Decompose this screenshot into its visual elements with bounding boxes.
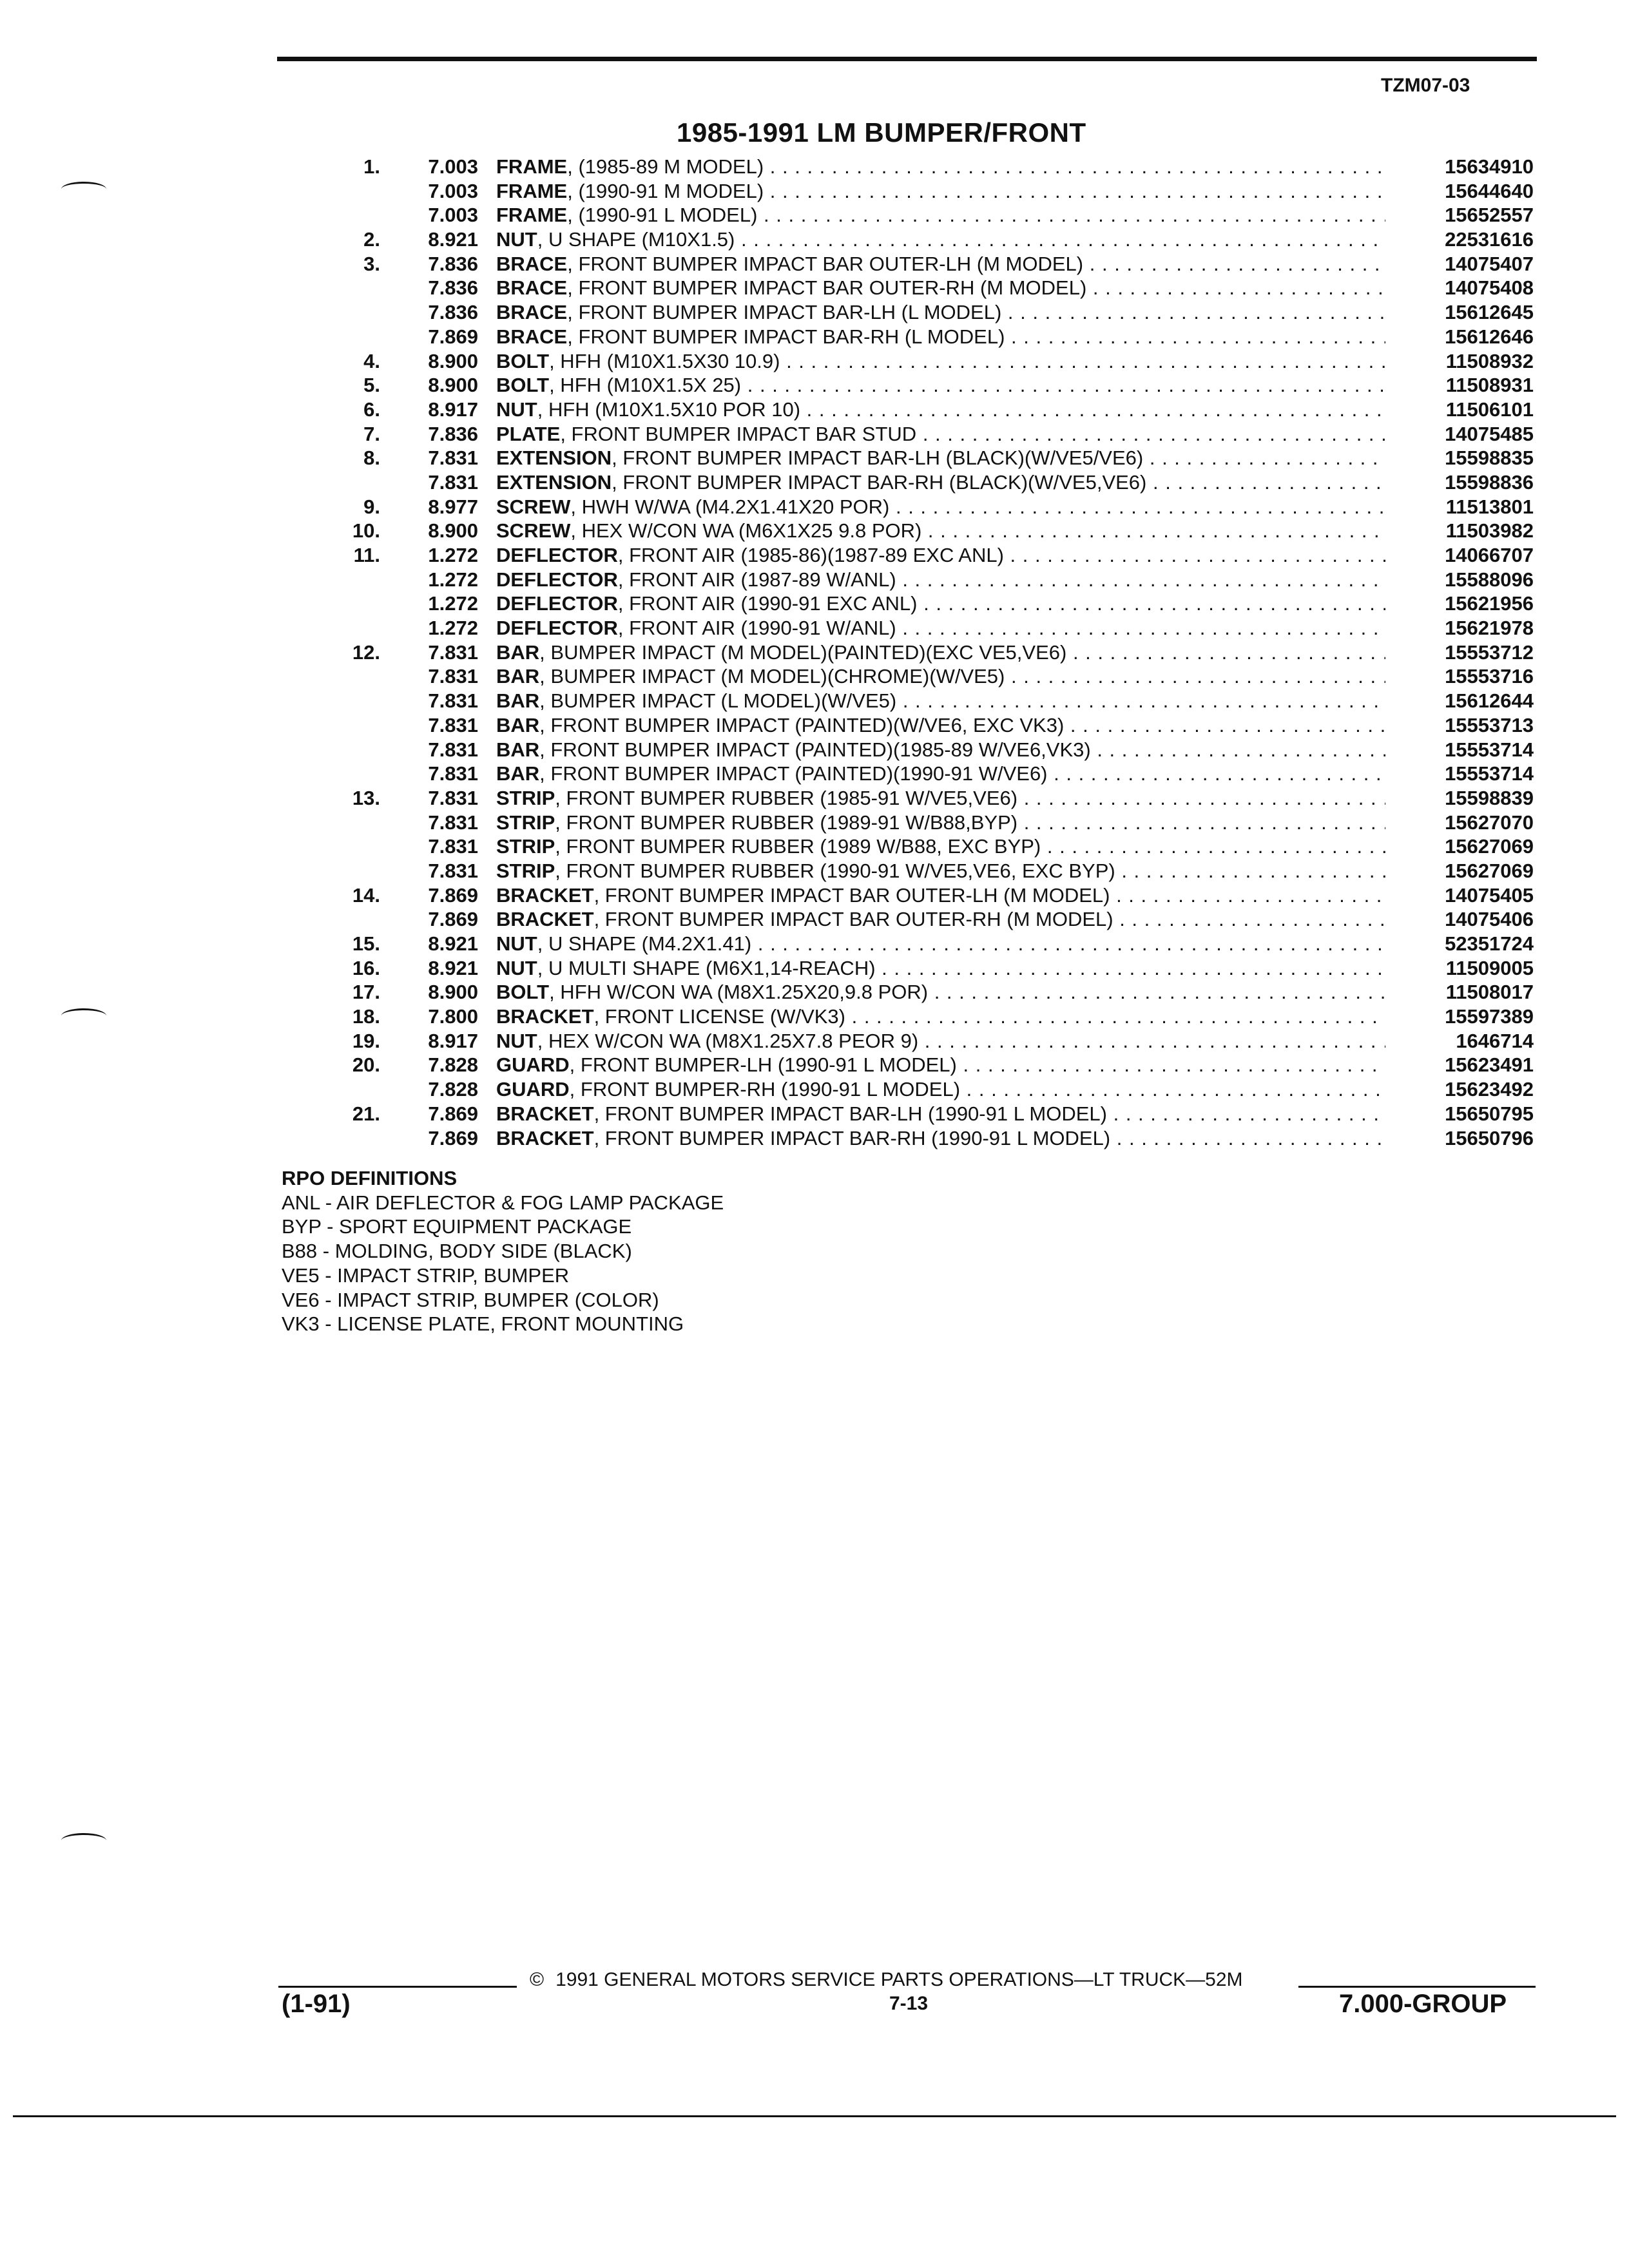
rpo-heading: RPO DEFINITIONS bbox=[282, 1167, 458, 1189]
part-name: BRACE bbox=[496, 301, 568, 324]
group-number: 7.869 bbox=[428, 1126, 478, 1149]
part-row bbox=[335, 762, 1534, 786]
group-number: 7.836 bbox=[428, 252, 478, 275]
part-name: SCREW bbox=[496, 519, 571, 543]
part-name: GUARD bbox=[496, 1053, 570, 1077]
part-name: SCREW bbox=[496, 495, 571, 518]
ref-number: 1. bbox=[363, 155, 380, 178]
part-description bbox=[496, 907, 1385, 932]
part-description bbox=[496, 859, 1385, 883]
part-description bbox=[496, 883, 1385, 908]
ref-number: 20. bbox=[352, 1053, 380, 1077]
part-description bbox=[496, 325, 1385, 349]
part-spec: , U SHAPE (M4.2X1.41) bbox=[537, 932, 752, 955]
part-name: STRIP bbox=[496, 835, 555, 858]
part-name: BAR bbox=[496, 713, 540, 736]
group-number: 1.272 bbox=[428, 592, 478, 615]
part-number: 15553714 bbox=[1445, 738, 1534, 761]
ref-number: 8. bbox=[363, 447, 380, 470]
group-number: 8.917 bbox=[428, 1029, 478, 1052]
part-row bbox=[335, 859, 1534, 883]
part-row bbox=[335, 1029, 1534, 1053]
part-name: FRAME bbox=[496, 179, 568, 202]
part-description bbox=[496, 446, 1385, 470]
part-name: BAR bbox=[496, 665, 540, 688]
part-row bbox=[335, 155, 1534, 179]
ref-number: 3. bbox=[363, 252, 380, 275]
part-number: 14075407 bbox=[1445, 252, 1534, 275]
part-description bbox=[496, 640, 1385, 665]
part-name: STRIP bbox=[496, 786, 555, 809]
part-description bbox=[496, 203, 1385, 227]
part-number: 1646714 bbox=[1456, 1029, 1534, 1052]
group-number: 7.831 bbox=[428, 859, 478, 882]
part-spec: , HFH (M10X1.5X30 10.9) bbox=[549, 349, 780, 372]
part-name: DEFLECTOR bbox=[496, 592, 618, 615]
part-description bbox=[496, 300, 1385, 325]
part-row bbox=[335, 179, 1534, 204]
hole-punch-mark bbox=[61, 182, 106, 197]
hole-punch-mark bbox=[61, 1833, 106, 1848]
part-number: 15553716 bbox=[1445, 665, 1534, 688]
group-number: 7.831 bbox=[428, 738, 478, 761]
part-row bbox=[335, 422, 1534, 447]
part-number: 15612644 bbox=[1445, 689, 1534, 713]
part-spec: , FRONT BUMPER RUBBER (1985-91 W/VE5,VE6) bbox=[555, 786, 1018, 809]
part-description bbox=[496, 1004, 1385, 1029]
part-name: BAR bbox=[496, 640, 540, 664]
part-row bbox=[335, 203, 1534, 227]
ref-number: 17. bbox=[352, 981, 380, 1004]
group-number: 7.831 bbox=[428, 689, 478, 713]
copyright-symbol: © bbox=[530, 1969, 545, 1990]
part-name: STRIP bbox=[496, 859, 555, 882]
part-spec: , FRONT BUMPER IMPACT BAR OUTER-LH (M MODEL) bbox=[593, 883, 1110, 907]
rpo-item: VK3 - LICENSE PLATE, FRONT MOUNTING bbox=[282, 1312, 684, 1336]
part-number: 15634910 bbox=[1445, 155, 1534, 178]
part-number: 15588096 bbox=[1445, 568, 1534, 591]
part-description bbox=[496, 956, 1385, 981]
part-spec: , FRONT BUMPER IMPACT BAR STUD bbox=[560, 422, 917, 445]
group-number: 8.900 bbox=[428, 981, 478, 1004]
group-number: 7.831 bbox=[428, 470, 478, 494]
part-row bbox=[335, 446, 1534, 470]
bottom-rule bbox=[13, 2115, 1616, 2117]
part-name: BAR bbox=[496, 689, 540, 713]
group-number: 1.272 bbox=[428, 617, 478, 640]
group-number: 8.917 bbox=[428, 398, 478, 421]
part-description bbox=[496, 738, 1385, 762]
group-number: 7.836 bbox=[428, 301, 478, 324]
part-number: 22531616 bbox=[1445, 228, 1534, 251]
footer-date: (1-91) bbox=[282, 1990, 351, 2018]
part-row bbox=[335, 956, 1534, 981]
part-description bbox=[496, 276, 1385, 300]
part-description bbox=[496, 1102, 1385, 1126]
ref-number: 16. bbox=[352, 956, 380, 979]
ref-number: 11. bbox=[353, 544, 380, 566]
part-spec: , U MULTI SHAPE (M6X1,14-REACH) bbox=[537, 956, 876, 979]
part-row bbox=[335, 689, 1534, 713]
part-description bbox=[496, 349, 1385, 374]
part-spec: , FRONT BUMPER IMPACT (PAINTED)(W/VE6, EXC VK3) bbox=[539, 713, 1065, 736]
part-row bbox=[335, 738, 1534, 762]
group-number: 7.800 bbox=[428, 1005, 478, 1028]
part-row bbox=[335, 907, 1534, 932]
group-number: 7.831 bbox=[428, 640, 478, 664]
part-row bbox=[335, 349, 1534, 374]
ref-number: 10. bbox=[352, 519, 380, 543]
rpo-item: ANL - AIR DEFLECTOR & FOG LAMP PACKAGE bbox=[282, 1191, 724, 1214]
part-number: 52351724 bbox=[1445, 932, 1534, 955]
part-spec: , FRONT BUMPER IMPACT BAR-RH (L MODEL) bbox=[567, 325, 1005, 348]
part-name: BRACE bbox=[496, 252, 568, 275]
part-description bbox=[496, 1053, 1385, 1077]
part-number: 15627069 bbox=[1445, 835, 1534, 858]
part-description bbox=[496, 1029, 1385, 1053]
footer-rule-right bbox=[1298, 1986, 1536, 1988]
part-row bbox=[335, 1126, 1534, 1151]
page-number: 7-13 bbox=[889, 1993, 929, 2014]
group-number: 7.831 bbox=[428, 835, 478, 858]
part-number: 11506101 bbox=[1445, 398, 1534, 421]
group-number: 7.869 bbox=[428, 325, 478, 348]
part-description bbox=[496, 422, 1385, 447]
part-description bbox=[496, 713, 1385, 738]
part-name: BAR bbox=[496, 738, 540, 761]
group-number: 7.003 bbox=[428, 155, 478, 178]
group-number: 7.831 bbox=[428, 713, 478, 736]
part-number: 11513801 bbox=[1445, 495, 1534, 518]
part-name: BRACKET bbox=[496, 883, 594, 907]
group-number: 8.900 bbox=[428, 374, 478, 397]
part-number: 15650796 bbox=[1445, 1126, 1534, 1149]
part-row bbox=[335, 276, 1534, 300]
part-description bbox=[496, 689, 1385, 713]
part-name: NUT bbox=[496, 932, 537, 955]
part-number: 11509005 bbox=[1445, 956, 1534, 979]
part-name: BOLT bbox=[496, 349, 550, 372]
part-row bbox=[335, 495, 1534, 519]
part-row bbox=[335, 227, 1534, 252]
part-row bbox=[335, 786, 1534, 811]
part-description bbox=[496, 980, 1385, 1004]
part-number: 11508931 bbox=[1445, 374, 1534, 397]
part-spec: , (1990-91 M MODEL) bbox=[567, 179, 764, 202]
part-spec: , (1990-91 L MODEL) bbox=[567, 204, 758, 227]
group-number: 1.272 bbox=[428, 568, 478, 591]
part-name: NUT bbox=[496, 398, 537, 421]
part-number: 11503982 bbox=[1445, 519, 1534, 543]
footer-group: 7.000-GROUP bbox=[1339, 1990, 1507, 2018]
part-spec: , FRONT BUMPER RUBBER (1989 W/B88, EXC BYP) bbox=[555, 835, 1041, 858]
part-name: EXTENSION bbox=[496, 447, 612, 470]
part-description bbox=[496, 1126, 1385, 1151]
part-description bbox=[496, 664, 1385, 689]
group-number: 7.828 bbox=[428, 1053, 478, 1077]
group-number: 8.921 bbox=[428, 228, 478, 251]
part-number: 15627069 bbox=[1445, 859, 1534, 882]
part-number: 15597389 bbox=[1445, 1005, 1534, 1028]
part-name: FRAME bbox=[496, 204, 568, 227]
ref-number: 2. bbox=[363, 228, 380, 251]
hole-punch-mark bbox=[61, 1008, 106, 1023]
part-row bbox=[335, 1077, 1534, 1102]
part-spec: , FRONT AIR (1990-91 W/ANL) bbox=[617, 617, 896, 640]
part-row bbox=[335, 834, 1534, 859]
part-spec: , FRONT BUMPER IMPACT BAR OUTER-RH (M MODEL) bbox=[593, 908, 1113, 931]
part-spec: , FRONT BUMPER IMPACT BAR-LH (1990-91 L MODEL) bbox=[593, 1102, 1107, 1125]
ref-number: 7. bbox=[363, 422, 380, 445]
part-spec: , HWH W/WA (M4.2X1.41X20 POR) bbox=[570, 495, 890, 518]
part-description bbox=[496, 543, 1385, 568]
part-number: 15612645 bbox=[1445, 301, 1534, 324]
ref-number: 6. bbox=[363, 398, 380, 421]
part-row bbox=[335, 640, 1534, 665]
part-description bbox=[496, 155, 1385, 179]
part-name: EXTENSION bbox=[496, 470, 612, 494]
part-spec: , FRONT BUMPER IMPACT BAR OUTER-RH (M MODEL) bbox=[567, 276, 1087, 300]
part-number: 14075485 bbox=[1445, 422, 1534, 445]
part-spec: , HEX W/CON WA (M8X1.25X7.8 PEOR 9) bbox=[537, 1029, 919, 1052]
ref-number: 4. bbox=[363, 349, 380, 372]
part-spec: , HFH W/CON WA (M8X1.25X20,9.8 POR) bbox=[549, 981, 929, 1004]
part-number: 15621978 bbox=[1445, 617, 1534, 640]
part-description bbox=[496, 568, 1385, 592]
part-spec: , U SHAPE (M10X1.5) bbox=[537, 228, 735, 251]
part-number: 15553714 bbox=[1445, 762, 1534, 785]
part-row bbox=[335, 519, 1534, 543]
part-name: PLATE bbox=[496, 422, 561, 445]
part-spec: , FRONT AIR (1987-89 W/ANL) bbox=[617, 568, 896, 591]
part-description bbox=[496, 470, 1385, 495]
part-number: 11508017 bbox=[1445, 981, 1534, 1004]
part-name: BRACKET bbox=[496, 1126, 594, 1149]
ref-number: 13. bbox=[352, 786, 380, 809]
part-spec: , FRONT BUMPER IMPACT BAR-LH (L MODEL) bbox=[567, 301, 1002, 324]
part-description bbox=[496, 495, 1385, 519]
top-rule bbox=[277, 57, 1537, 61]
part-spec: , FRONT BUMPER IMPACT (PAINTED)(1985-89 W/VE6,VK3) bbox=[539, 738, 1091, 761]
part-description bbox=[496, 227, 1385, 252]
part-description bbox=[496, 762, 1385, 786]
part-name: DEFLECTOR bbox=[496, 617, 618, 640]
copyright-text: 1991 GENERAL MOTORS SERVICE PARTS OPERATIONS—LT TRUCK—52M bbox=[555, 1969, 1243, 1990]
part-row bbox=[335, 543, 1534, 568]
part-name: BRACE bbox=[496, 325, 568, 348]
part-number: 15553713 bbox=[1445, 713, 1534, 736]
group-number: 8.900 bbox=[428, 519, 478, 543]
part-spec: , FRONT BUMPER IMPACT BAR-RH (BLACK)(W/VE5,VE6) bbox=[612, 470, 1147, 494]
part-description bbox=[496, 519, 1385, 543]
part-spec: , BUMPER IMPACT (M MODEL)(CHROME)(W/VE5) bbox=[539, 665, 1005, 688]
footer-rule-left bbox=[278, 1986, 517, 1988]
part-number: 15644640 bbox=[1445, 179, 1534, 202]
part-spec: , FRONT AIR (1990-91 EXC ANL) bbox=[617, 592, 918, 615]
group-number: 8.977 bbox=[428, 495, 478, 518]
part-description bbox=[496, 591, 1385, 616]
group-number: 7.003 bbox=[428, 179, 478, 202]
group-number: 7.003 bbox=[428, 204, 478, 227]
part-spec: , HFH (M10X1.5X10 POR 10) bbox=[537, 398, 801, 421]
part-number: 14066707 bbox=[1445, 544, 1534, 566]
part-number: 15623491 bbox=[1445, 1053, 1534, 1077]
group-number: 7.836 bbox=[428, 422, 478, 445]
part-name: BRACKET bbox=[496, 1005, 594, 1028]
part-spec: , FRONT BUMPER RUBBER (1990-91 W/VE5,VE6, EXC BYP) bbox=[555, 859, 1115, 882]
page-title: 1985-1991 LM BUMPER/FRONT bbox=[677, 117, 1086, 148]
part-row bbox=[335, 325, 1534, 349]
part-row bbox=[335, 1053, 1534, 1077]
part-spec: , FRONT BUMPER RUBBER (1989-91 W/B88,BYP) bbox=[555, 811, 1018, 834]
part-name: BRACKET bbox=[496, 1102, 594, 1125]
part-row bbox=[335, 470, 1534, 495]
rpo-item: VE5 - IMPACT STRIP, BUMPER bbox=[282, 1264, 570, 1287]
group-number: 7.869 bbox=[428, 883, 478, 907]
part-name: NUT bbox=[496, 228, 537, 251]
ref-number: 9. bbox=[363, 495, 380, 518]
part-description bbox=[496, 1077, 1385, 1102]
part-name: DEFLECTOR bbox=[496, 544, 618, 566]
part-number: 14075406 bbox=[1445, 908, 1534, 931]
group-number: 7.831 bbox=[428, 786, 478, 809]
part-name: BOLT bbox=[496, 981, 550, 1004]
part-spec: , FRONT BUMPER IMPACT BAR-RH (1990-91 L MODEL) bbox=[593, 1126, 1111, 1149]
rpo-definitions bbox=[282, 1166, 724, 1336]
part-number: 15650795 bbox=[1445, 1102, 1534, 1125]
group-number: 7.831 bbox=[428, 665, 478, 688]
parts-list bbox=[335, 155, 1534, 1150]
part-row bbox=[335, 713, 1534, 738]
part-number: 15612646 bbox=[1445, 325, 1534, 348]
ref-number: 5. bbox=[363, 374, 380, 397]
part-row bbox=[335, 980, 1534, 1004]
part-spec: , FRONT LICENSE (W/VK3) bbox=[593, 1005, 845, 1028]
part-row bbox=[335, 398, 1534, 422]
ref-number: 14. bbox=[352, 883, 380, 907]
rpo-item: BYP - SPORT EQUIPMENT PACKAGE bbox=[282, 1215, 632, 1238]
part-description bbox=[496, 616, 1385, 640]
part-spec: , HFH (M10X1.5X 25) bbox=[549, 374, 742, 397]
part-row bbox=[335, 616, 1534, 640]
part-description bbox=[496, 932, 1385, 956]
part-name: NUT bbox=[496, 1029, 537, 1052]
part-description bbox=[496, 811, 1385, 835]
group-number: 7.831 bbox=[428, 447, 478, 470]
ref-number: 12. bbox=[352, 640, 380, 664]
group-number: 7.869 bbox=[428, 908, 478, 931]
part-spec: , BUMPER IMPACT (M MODEL)(PAINTED)(EXC VE5,VE6) bbox=[539, 640, 1067, 664]
part-number: 15627070 bbox=[1445, 811, 1534, 834]
part-number: 15598835 bbox=[1445, 447, 1534, 470]
part-row bbox=[335, 664, 1534, 689]
ref-number: 19. bbox=[352, 1029, 380, 1052]
part-description bbox=[496, 398, 1385, 422]
group-number: 7.869 bbox=[428, 1102, 478, 1125]
part-spec: , FRONT BUMPER IMPACT BAR OUTER-LH (M MODEL) bbox=[567, 252, 1084, 275]
part-spec: , (1985-89 M MODEL) bbox=[567, 155, 764, 178]
part-name: STRIP bbox=[496, 811, 555, 834]
part-row bbox=[335, 568, 1534, 592]
group-number: 1.272 bbox=[428, 544, 478, 566]
group-number: 7.836 bbox=[428, 276, 478, 300]
header-code: TZM07-03 bbox=[1381, 75, 1470, 96]
part-name: BRACKET bbox=[496, 908, 594, 931]
part-number: 11508932 bbox=[1445, 349, 1534, 372]
rpo-item: B88 - MOLDING, BODY SIDE (BLACK) bbox=[282, 1240, 632, 1263]
group-number: 8.900 bbox=[428, 349, 478, 372]
part-row bbox=[335, 373, 1534, 398]
part-row bbox=[335, 932, 1534, 956]
part-name: FRAME bbox=[496, 155, 568, 178]
group-number: 7.831 bbox=[428, 762, 478, 785]
part-number: 15621956 bbox=[1445, 592, 1534, 615]
part-number: 15553712 bbox=[1445, 640, 1534, 664]
part-spec: , FRONT BUMPER-LH (1990-91 L MODEL) bbox=[569, 1053, 957, 1077]
ref-number: 15. bbox=[352, 932, 380, 955]
part-number: 14075408 bbox=[1445, 276, 1534, 300]
part-spec: , FRONT BUMPER-RH (1990-91 L MODEL) bbox=[569, 1078, 961, 1101]
part-description bbox=[496, 252, 1385, 276]
part-number: 15652557 bbox=[1445, 204, 1534, 227]
group-number: 7.831 bbox=[428, 811, 478, 834]
part-row bbox=[335, 1102, 1534, 1126]
part-spec: , BUMPER IMPACT (L MODEL)(W/VE5) bbox=[539, 689, 897, 713]
part-name: BAR bbox=[496, 762, 540, 785]
copyright-line bbox=[530, 1969, 1243, 1991]
group-number: 8.921 bbox=[428, 956, 478, 979]
part-description bbox=[496, 373, 1385, 398]
part-row bbox=[335, 252, 1534, 276]
ref-number: 18. bbox=[352, 1005, 380, 1028]
part-description bbox=[496, 179, 1385, 204]
part-name: BOLT bbox=[496, 374, 550, 397]
part-number: 15598836 bbox=[1445, 470, 1534, 494]
part-number: 14075405 bbox=[1445, 883, 1534, 907]
part-name: BRACE bbox=[496, 276, 568, 300]
group-number: 8.921 bbox=[428, 932, 478, 955]
group-number: 7.828 bbox=[428, 1078, 478, 1101]
part-spec: , FRONT AIR (1985-86)(1987-89 EXC ANL) bbox=[617, 544, 1004, 566]
part-description bbox=[496, 834, 1385, 859]
part-spec: , HEX W/CON WA (M6X1X25 9.8 POR) bbox=[570, 519, 922, 543]
part-row bbox=[335, 1004, 1534, 1029]
part-number: 15598839 bbox=[1445, 786, 1534, 809]
rpo-item: VE6 - IMPACT STRIP, BUMPER (COLOR) bbox=[282, 1288, 659, 1311]
ref-number: 21. bbox=[352, 1102, 380, 1125]
part-spec: , FRONT BUMPER IMPACT BAR-LH (BLACK)(W/VE5/VE6) bbox=[612, 447, 1144, 470]
part-row bbox=[335, 883, 1534, 908]
part-row bbox=[335, 591, 1534, 616]
part-name: GUARD bbox=[496, 1078, 570, 1101]
part-row bbox=[335, 300, 1534, 325]
part-spec: , FRONT BUMPER IMPACT (PAINTED)(1990-91 W/VE6) bbox=[539, 762, 1048, 785]
part-number: 15623492 bbox=[1445, 1078, 1534, 1101]
part-name: NUT bbox=[496, 956, 537, 979]
part-description bbox=[496, 786, 1385, 811]
part-name: DEFLECTOR bbox=[496, 568, 618, 591]
part-row bbox=[335, 811, 1534, 835]
